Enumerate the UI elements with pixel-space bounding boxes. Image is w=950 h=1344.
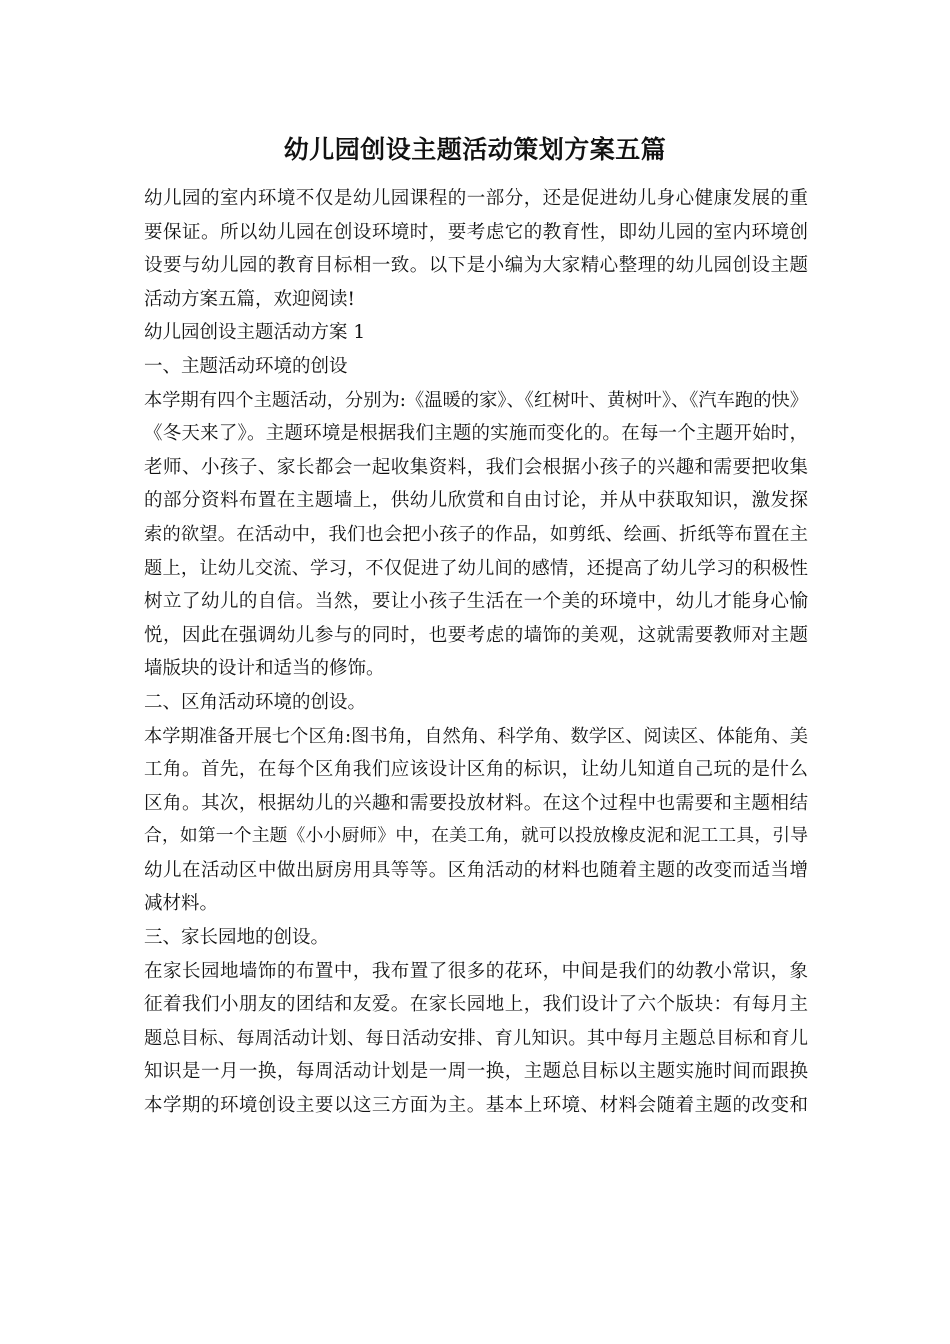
text-line: 在家长园地墙饰的布置中，我布置了很多的花环，中间是我们的幼教小常识，象 — [144, 960, 808, 982]
text-line: 老师、小孩子、家长都会一起收集资料，我们会根据小孩子的兴趣和需要把收集 — [144, 456, 808, 478]
text-line: 的部分资料布置在主题墙上，供幼儿欣赏和自由讨论，并从中获取知识，激发探 — [144, 490, 808, 512]
text-line: 三、家长园地的创设。 — [144, 927, 330, 949]
text-line: 索的欲望。在活动中，我们也会把小孩子的作品，如剪纸、绘画、折纸等布置在主 — [144, 523, 808, 545]
text-line: 工角。首先，在每个区角我们应该设计区角的标识，让幼儿知道自己玩的是什么 — [144, 759, 808, 781]
text-line: 墙版块的设计和适当的修饰。 — [144, 658, 385, 680]
text-line: 减材料。 — [144, 893, 219, 915]
text-line: 征着我们小朋友的团结和友爱。在家长园地上，我们设计了六个版块：有每月主 — [144, 994, 808, 1016]
text-line: 幼儿园创设主题活动方案 1 — [144, 322, 366, 344]
text-line: 活动方案五篇，欢迎阅读! — [144, 288, 355, 310]
text-line: 《冬天来了》。主题环境是根据我们主题的实施而变化的。在每一个主题开始时， — [144, 423, 808, 445]
text-line: 合，如第一个主题《小小厨师》中，在美工角，就可以投放橡皮泥和泥工工具，引导 — [144, 826, 808, 847]
document-title: 幼儿园创设主题活动策划方案五篇 — [283, 135, 667, 164]
text-line: 题总目标、每周活动计划、每日活动安排、育儿知识。其中每月主题总目标和育儿 — [144, 1027, 808, 1049]
text-line: 本学期的环境创设主要以这三方面为主。基本上环境、材料会随着主题的改变和 — [144, 1095, 808, 1117]
text-line: 一、主题活动环境的创设 — [144, 355, 348, 377]
text-line: 题上，让幼儿交流、学习，不仅促进了幼儿间的感情，还提高了幼儿学习的积极性 — [144, 557, 808, 579]
text-line: 二、区角活动环境的创设。 — [144, 691, 367, 713]
text-line: 知识是一月一换，每周活动计划是一周一换，主题总目标以主题实施时间而跟换 — [144, 1061, 808, 1083]
text-line: 幼儿园的室内环境不仅是幼儿园课程的一部分，还是促进幼儿身心健康发展的重 — [144, 188, 808, 209]
document-body — [144, 182, 808, 1123]
text-line: 悦，因此在强调幼儿参与的同时，也要考虑的墙饰的美观，这就需要教师对主题 — [144, 624, 808, 646]
text-line: 要保证。所以幼儿园在创设环境时，要考虑它的教育性，即幼儿园的室内环境创 — [144, 221, 808, 243]
text-line: 本学期有四个主题活动，分别为:《温暖的家》、《红树叶、黄树叶》、《汽车跑的快》 — [144, 389, 808, 411]
text-line: 幼儿在活动区中做出厨房用具等等。区角活动的材料也随着主题的改变而适当增 — [144, 859, 808, 881]
text-line: 本学期准备开展七个区角:图书角，自然角、科学角、数学区、阅读区、体能角、美 — [144, 725, 808, 747]
text-line: 区角。其次，根据幼儿的兴趣和需要投放材料。在这个过程中也需要和主题相结 — [144, 792, 808, 814]
text-line: 设要与幼儿园的教育目标相一致。以下是小编为大家精心整理的幼儿园创设主题 — [144, 255, 808, 277]
text-line: 树立了幼儿的自信。当然，要让小孩子生活在一个美的环境中，幼儿才能身心愉 — [144, 591, 808, 613]
